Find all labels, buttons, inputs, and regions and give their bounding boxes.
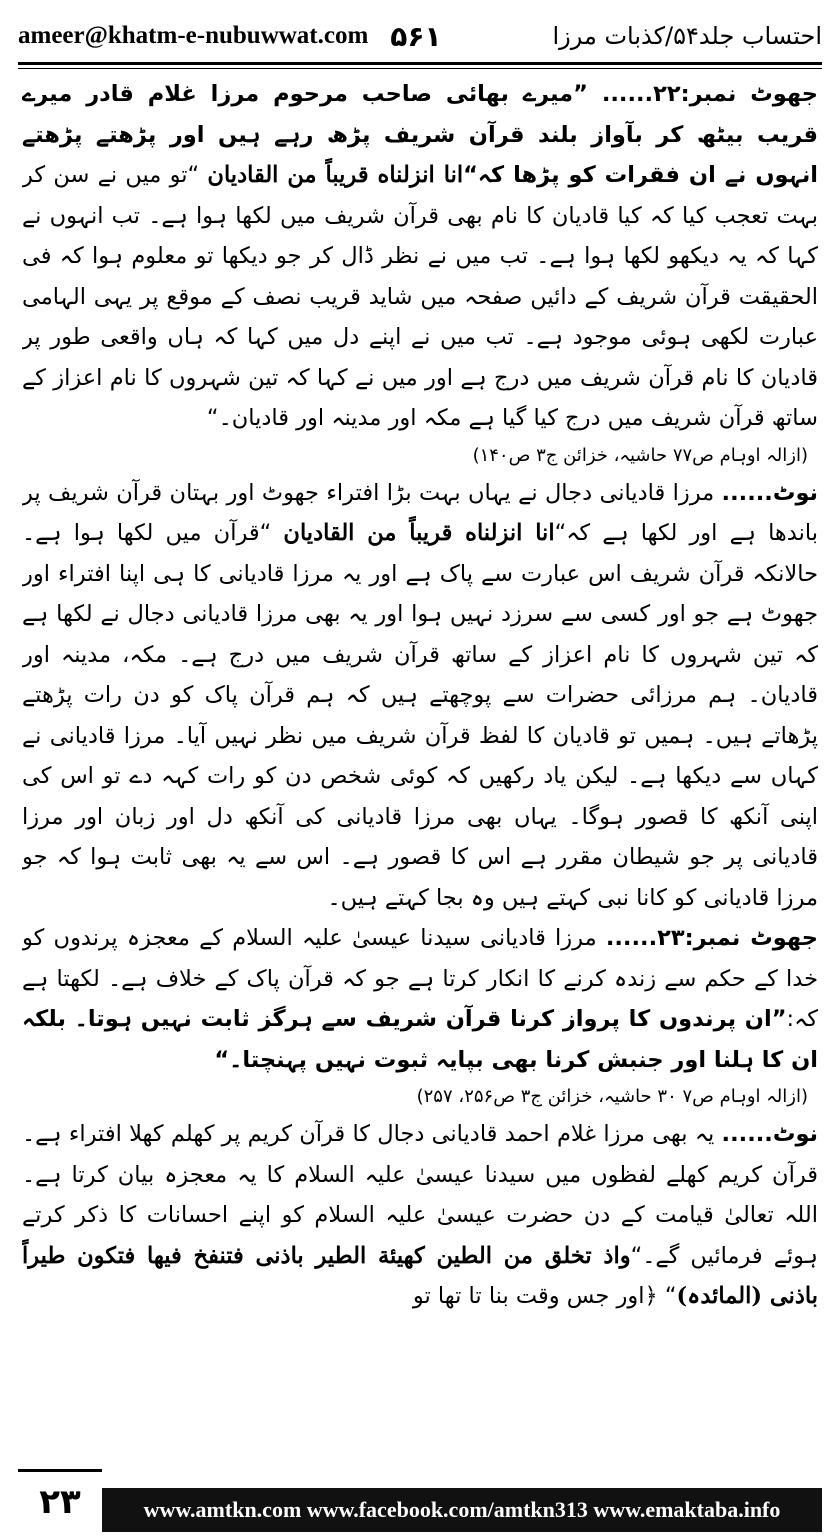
lie-23-citation: (ازالہ اوہام ص۷ ۳۰ حاشیہ، خزائن ج۳ ص۲۵۶، ۲۵۷)	[416, 1086, 808, 1107]
paragraph-note-1	[22, 473, 818, 919]
note-2-label: نوٹ......	[721, 1121, 818, 1147]
note-2-text: یہ بھی مرزا غلام احمد قادیانی دجال کا قرآن کریم پر کھلم کھلا افتراء ہے۔ قرآن کریم کھلے لفظوں میں سیدنا عیسیٰ علیہ السلام کا یہ معجزہ بیان کرتا ہے۔ اللہ تعالیٰ قیامت کے دن حضرت عیسیٰ علیہ السلام کو اپنے احسانات کا ذکر کرتے ہوئے فرمائیں گے۔“	[22, 1121, 818, 1269]
lie-22-label: جھوٹ نمبر:۲۲......	[601, 81, 818, 107]
lie-23-label: جھوٹ نمبر:۲۳......	[605, 925, 818, 951]
note-1-label: نوٹ......	[721, 479, 818, 506]
header-left	[18, 20, 442, 53]
footer-links: www.amtkn.com www.facebook.com/amtkn313 www.emaktaba.info	[102, 1488, 822, 1532]
header-page-number: ۵۶۱	[390, 19, 442, 53]
footer-page-number: ۲۳	[18, 1469, 102, 1532]
note-2-text-continued: “ ﴿اور جس وقت بنا تا تھا تو	[412, 1283, 677, 1309]
running-title: احتساب جلد۵۴/کذبات مرزا	[552, 22, 822, 50]
note-1-text-continued: “قرآن میں لکھا ہوا ہے۔ حالانکہ قرآن شریف اس عبارت سے پاک ہے اور یہ مرزا قادیانی کا ہی اپنا افتراء اور جھوٹ ہے جو اور کسی سے سرزد نہیں ہوا اور یہ بھی مرزا قادیانی دجال نے لکھا ہے کہ تین شہروں کا نام اعزاز کے ساتھ قرآن شریف میں درج ہے۔ مکہ، مدینہ اور قادیان۔ ہم مرزائی حضرات سے پوچھتے ہیں کہ ہم قرآن پاک کو دن رات پڑھتے پڑھاتے ہیں۔ ہمیں تو قادیان کا لفظ قرآن شریف میں نظر نہیں آیا۔ مرزا قادیانی نے کہاں سے دیکھا ہے۔ لیکن یاد رکھیں کہ کوئی شخص دن کو رات کہہ دے تو اس کی اپنی آنکھ کا قصور ہوگا۔ یہاں بھی مرزا قادیانی کی آنکھ دل اور زبان اور مرزا قادیانی پر جو شیطان مقرر ہے اس کا قصور ہے۔ اس سے یہ بھی ثابت ہوا کہ جو مرزا قادیانی کو کانا نبی کہتے ہیں وہ بجا کہتے ہیں۔	[22, 520, 818, 911]
lie-23-text: مرزا قادیانی سیدنا عیسیٰ علیہ السلام کے معجزہ پرندوں کو خدا کے حکم سے زندہ کرنے کا انکار کرتا ہے جو کہ قرآن پاک کے خلاف ہے۔ لکھتا ہے کہ:	[22, 925, 818, 1032]
header-rule	[18, 62, 822, 69]
header-email: ameer@khatm-e-nubuwwat.com	[18, 22, 369, 49]
note-1-arabic: انا انزلناه قریباً من القادیان	[283, 520, 555, 546]
paragraph-lie-23	[22, 918, 818, 1080]
lie-23-quote: ”ان پرندوں کا پرواز کرنا قرآن شریف سے ہرگز ثابت نہیں ہوتا۔ بلکہ ان کا ہلنا اور جنبش کرنا بھی بپایہ ثبوت نہیں پہنچتا۔“	[22, 1006, 818, 1073]
lie-22-citation: (ازالہ اوہام ص۷۷ حاشیہ، خزائن ج۳ ص۱۴۰)	[472, 444, 808, 466]
note-1-text: مرزا قادیانی دجال نے یہاں بہت بڑا افتراء جھوٹ اور بہتان قرآن شریف پر باندھا ہے اور لکھا ہے کہ“	[22, 479, 818, 546]
page-footer	[18, 1470, 822, 1532]
paragraph-lie-22	[22, 74, 818, 439]
paragraph-note-2	[22, 1114, 818, 1317]
lie-22-arabic: انا انزلناه قریباً من القادیان	[207, 162, 464, 188]
page-content	[22, 74, 818, 1454]
lie-22-quote-continued: “تو میں نے سن کر بہت تعجب کیا کہ کیا قادیان کا نام بھی قرآن شریف میں لکھا ہوا ہے۔ تب انہوں نے کہا کہ یہ دیکھو لکھا ہوا ہے۔ تب میں نے نظر ڈال کر جو دیکھا تو معلوم ہوا کہ فی الحقیقت قرآن شریف کے دائیں صفحہ میں شاید قریب نصف کے موقع پر یہی الہامی عبارت لکھی ہوئی موجود ہے۔ تب میں نے اپنے دل میں کہا کہ ہاں واقعی طور پر قادیان کا نام قرآن شریف میں درج ہے اور میں نے کہا کہ تین شہروں کا نام اعزاز کے ساتھ قرآن شریف میں درج کیا گیا ہے مکہ اور مدینہ اور قادیان۔“	[22, 162, 818, 431]
page-header	[18, 14, 822, 58]
lie-22-quote: ”میرے بھائی صاحب مرحوم مرزا غلام قادر میرے قریب بیٹھ کر بآواز بلند قرآن شریف پڑھ رہے ہیں اور پڑھتے پڑھتے انہوں نے ان فقرات کو پڑھا کہ“	[22, 81, 818, 188]
note-2-arabic: واذ تخلق من الطین کھیئة الطیر باذنی فتنفخ فیھا فتکون طیراً باذنی (المائدہ)	[22, 1242, 818, 1309]
